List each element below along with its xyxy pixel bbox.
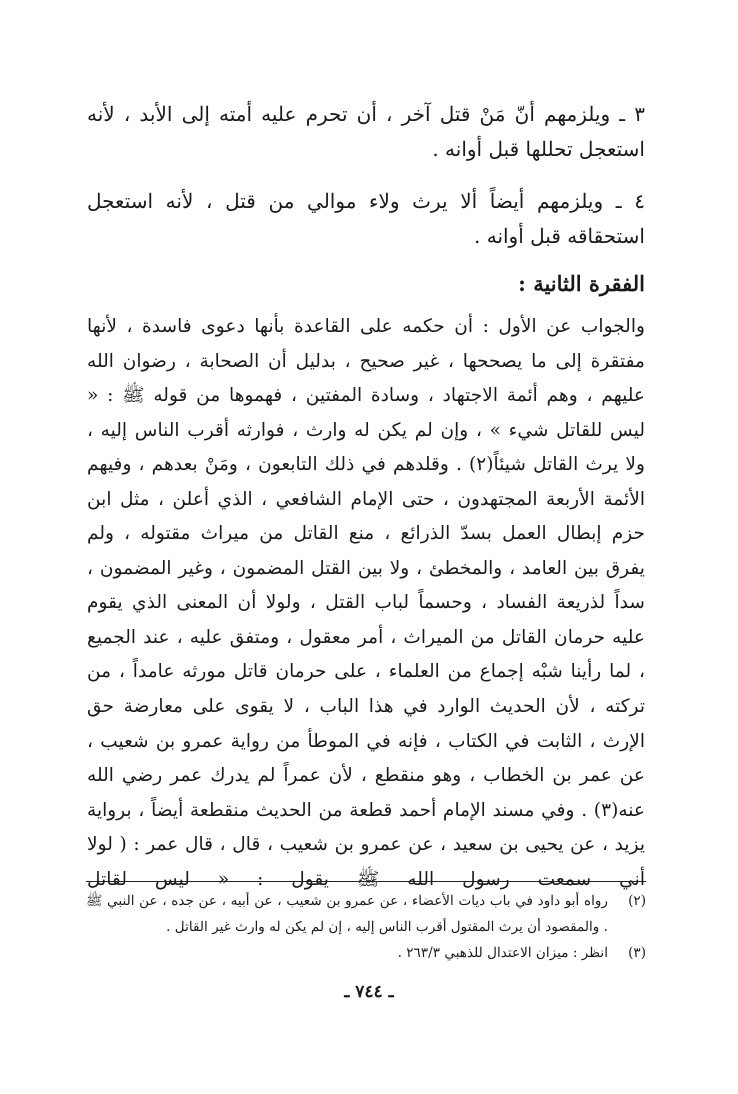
footnote-text: رواه أبو داود في باب ديات الأعضاء ، عن عمرو بن شعيب ، عن أبيه ، عن جده ، عن النبي ﷺ . والمقصود أن يرث المقتول أقرب الناس إليه ، إن لم يكن له وارث غير القاتل . — [86, 893, 608, 935]
footnote-mark: (٢) — [628, 893, 646, 909]
footnote-divider — [86, 881, 646, 882]
section-heading: الفقرة الثانية : — [518, 271, 645, 296]
footnote-text: انظر : ميزان الاعتدال للذهبي ٢٦٣/٣ . — [397, 945, 608, 961]
footnote-2 — [86, 888, 646, 940]
footnotes — [86, 888, 646, 966]
numbered-item-3: ٣ ـ ويلزمهم أنّ مَنْ قتل آخر ، أن تحرم عليه أمته إلى الأبد ، لأنه استعجل تحللها قبل أوانه . — [87, 102, 645, 161]
footnote-mark: (٣) — [628, 945, 646, 961]
body-paragraph: والجواب عن الأول : أن حكمه على القاعدة بأنها دعوى فاسدة ، لأنها مفتقرة إلى ما يصححها ، غير صحيح ، بدليل أن الصحابة ، رضوان الله عليهم ، وهم أئمة الاجتهاد ، وسادة المفتين ، فهموها من قوله ﷺ : « ليس للقاتل شيء » ، وإن لم يكن له وارث ، فوارثه أقرب الناس إليه ، ولا يرث القاتل شيئاً(٢) . وقلدهم في ذلك التابعون ، ومَنْ بعدهم ، وفيهم الأئمة الأربعة المجتهدون ، حتى الإمام الشافعي ، الذي أعلن ، مثل ابن حزم إبطال العمل بسدّ الذرائع ، منع القاتل من ميراث مقتوله ، ولم يفرق بين العامد ، والمخطئ ، ولا بين القتل المضمون ، وغير المضمون ، سداً لذريعة الفساد ، وحسماً لباب القتل ، ولولا أن المعنى الذي يقوم عليه حرمان القاتل من الميراث ، أمر معقول ، ومتفق عليه ، عند الجميع ، لما رأينا شبْه إجماع من العلماء ، على حرمان قاتل مورثه عامداً ، من تركته ، لأن الحديث الوارد في هذا الباب ، لا يقوى على معارضة حق الإرث ، الثابت في الكتاب ، فإنه في الموطأ من رواية عمرو بن شعيب ، عن عمر بن الخطاب ، وهو منقطع ، لأن عمراً لم يدرك عمر رضي الله عنه(٣) . وفي مسند الإمام أحمد قطعة من الحديث منقطعة أيضاً ، برواية يزيد ، عن يحيى بن سعيد ، عن عمرو بن شعيب ، قال ، قال عمر : ( لولا أني سمعت رسول الله ﷺ يقول : « ليس لقاتل — [87, 316, 645, 890]
footnote-3 — [86, 940, 646, 966]
numbered-item-4: ٤ ـ ويلزمهم أيضاً ألا يرث ولاء موالي من قتل ، لأنه استعجل استحقاقه قبل أوانه . — [87, 189, 645, 248]
main-text — [87, 97, 645, 897]
page-number: ـ ٧٤٤ ـ — [344, 982, 394, 1002]
